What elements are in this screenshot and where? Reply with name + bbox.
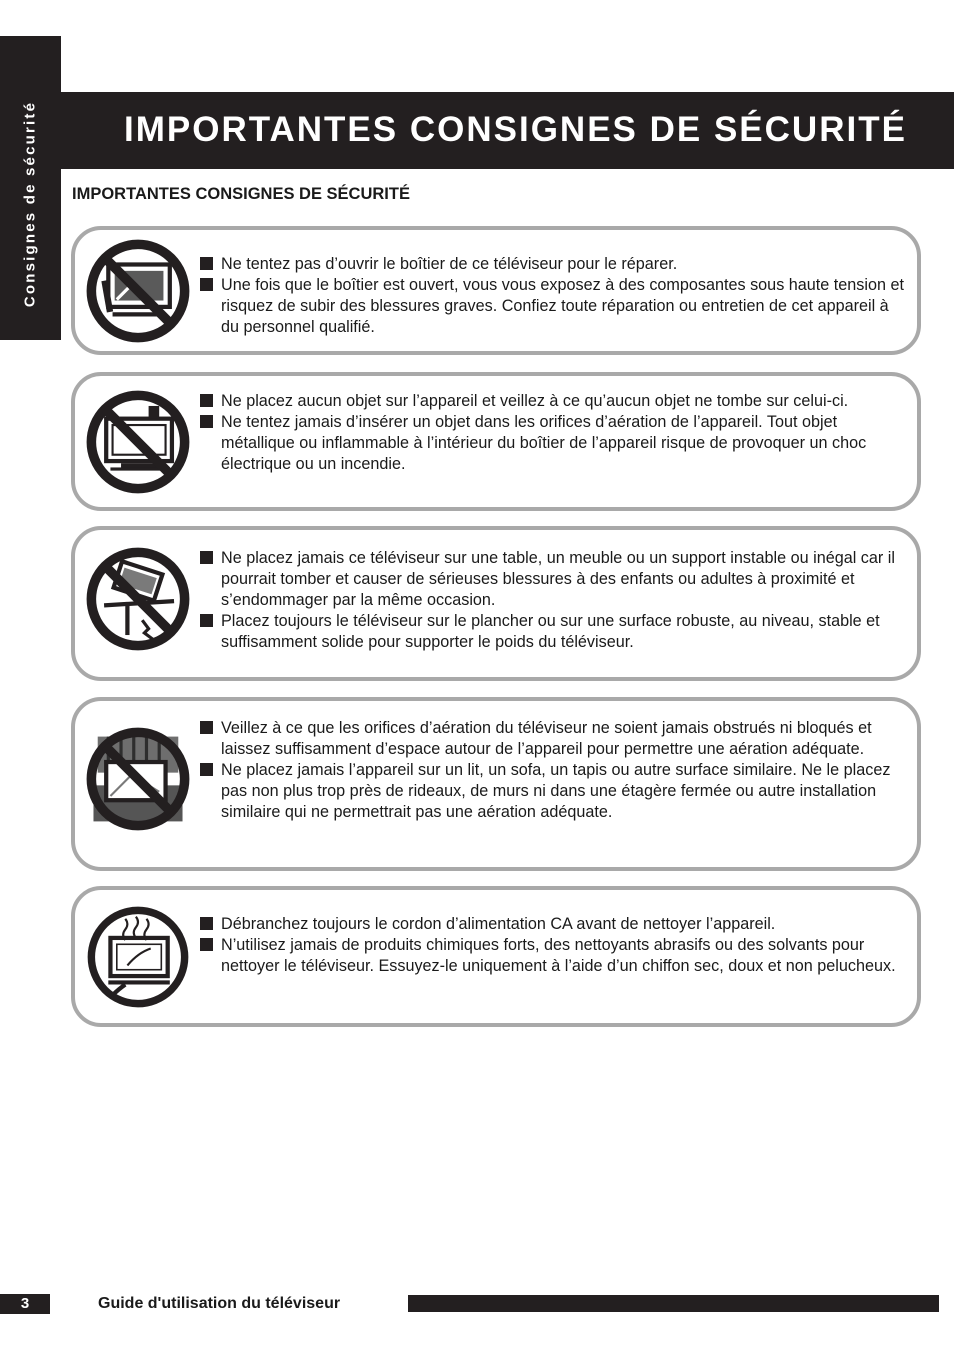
panel-4-item-1: Veillez à ce que les orifices d’aération du téléviseur ne soient jamais obstrués ni bloqués et laissez suffisamment d’espace autour de l’appareil pour permettre une aération adéquate.	[199, 718, 905, 760]
no-open-tv-icon	[85, 238, 191, 344]
panel-2-item-2: Ne tentez jamais d’insérer un objet dans les orifices d’aération de l’appareil. Tout objet métallique ou inflammable à l’intérieur du boîtier de l’appareil risque de provoquer un choc électrique ou un incendie.	[199, 412, 905, 475]
side-tab	[0, 36, 61, 340]
unplug-before-cleaning-icon	[85, 904, 191, 1010]
panel-2-list	[199, 391, 905, 475]
safety-panel-1	[71, 226, 921, 355]
panel-3-item-2: Placez toujours le téléviseur sur le plancher ou sur une surface robuste, au niveau, stable et suffisamment solide pour supporter le poids du téléviseur.	[199, 611, 905, 653]
section-heading: IMPORTANTES CONSIGNES DE SÉCURITÉ	[72, 185, 410, 203]
safety-panel-3	[71, 526, 921, 681]
footer-title: Guide d'utilisation du téléviseur	[98, 1295, 341, 1312]
panel-1-list	[199, 254, 905, 338]
safety-panel-4	[71, 697, 921, 871]
page-number: 3	[0, 1294, 50, 1314]
panel-2-item-1: Ne placez aucun objet sur l’appareil et veillez à ce qu’aucun objet ne tombe sur celui-ci.	[199, 391, 905, 412]
panel-3-item-1: Ne placez jamais ce téléviseur sur une table, un meuble ou un support instable ou inégal car il pourrait tomber et causer de sérieuses blessures à des enfants ou adultes à proximité et s’endommager par la même occasion.	[199, 548, 905, 611]
no-blocked-ventilation-icon	[85, 726, 191, 832]
no-objects-on-tv-icon	[85, 389, 191, 495]
panel-5-list	[199, 914, 905, 977]
title-banner	[61, 92, 954, 169]
panel-5-item-2: N’utilisez jamais de produits chimiques forts, des nettoyants abrasifs ou des solvants pour nettoyer le téléviseur. Essuyez-le uniquement à l’aide d’un chiffon sec, doux et non pelucheux.	[199, 935, 905, 977]
footer-bar	[408, 1295, 939, 1312]
safety-panel-2	[71, 372, 921, 511]
side-tab-label: Consignes de sécurité	[21, 100, 39, 308]
panel-1-item-2: Une fois que le boîtier est ouvert, vous vous exposez à des composantes sous haute tension et risquez de subir des blessures graves. Confiez toute réparation ou entretien de cet appareil à du personnel qualifié.	[199, 275, 905, 338]
panel-4-list	[199, 718, 905, 823]
panel-1-item-1: Ne tentez pas d’ouvrir le boîtier de ce téléviseur pour le réparer.	[199, 254, 905, 275]
panel-3-list	[199, 548, 905, 653]
safety-panel-5	[71, 886, 921, 1027]
panel-4-item-2: Ne placez jamais l’appareil sur un lit, un sofa, un tapis ou autre surface similaire. Ne le placez pas non plus trop près de rideaux, de murs ni dans une étagère fermée ou autre installation similaire qui ne permettrait pas une aération adéquate.	[199, 760, 905, 823]
no-unstable-surface-icon	[85, 546, 191, 652]
panel-5-item-1: Débranchez toujours le cordon d’alimentation CA avant de nettoyer l’appareil.	[199, 914, 905, 935]
page-title: IMPORTANTES CONSIGNES DE SÉCURITÉ	[124, 110, 907, 149]
